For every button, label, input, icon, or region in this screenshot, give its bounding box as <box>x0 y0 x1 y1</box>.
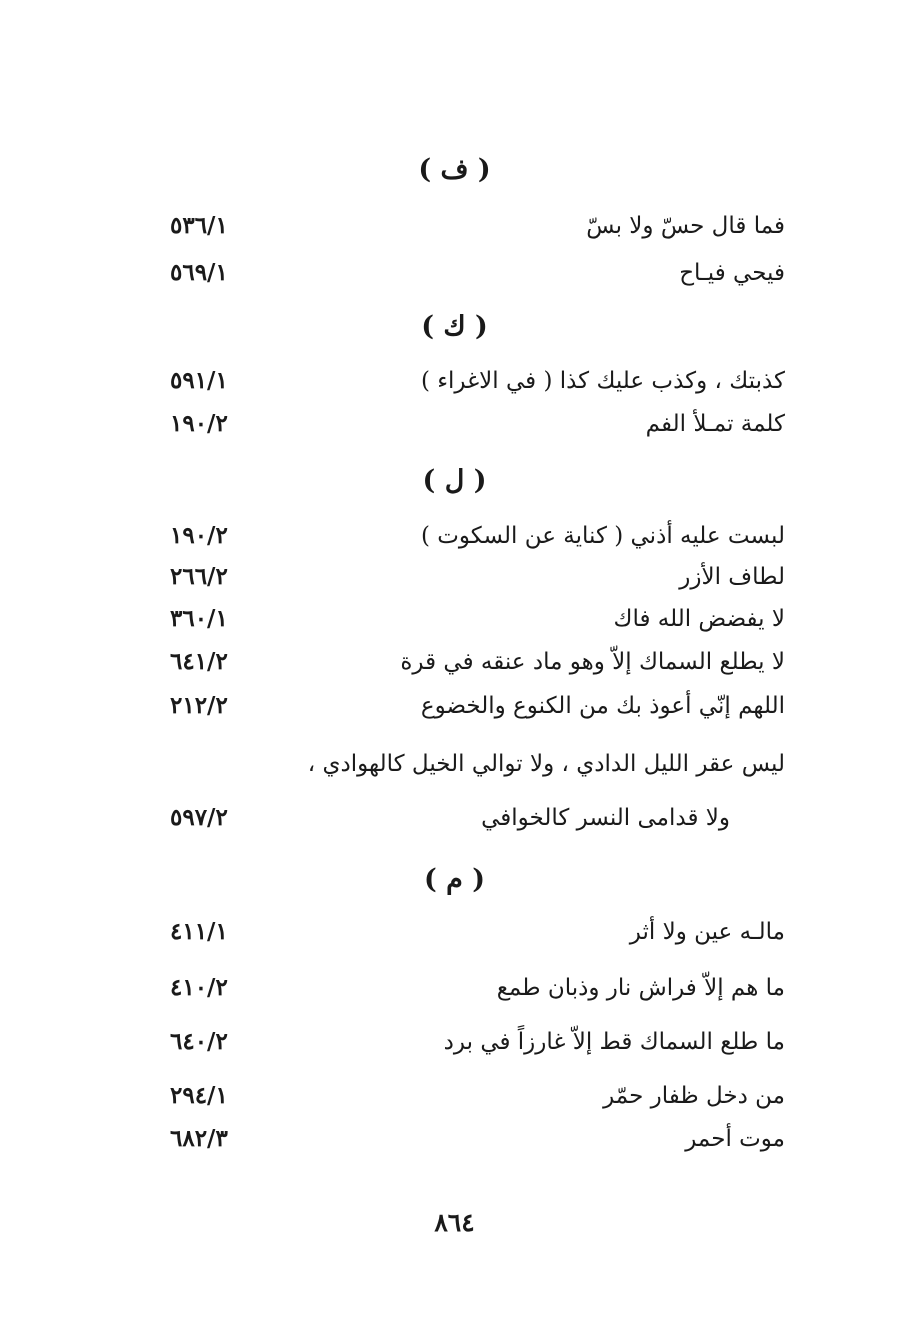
index-entry <box>170 516 785 556</box>
entry-reference: ٢٩٤/١ <box>170 1082 228 1109</box>
entry-reference: ٥٩١/١ <box>170 367 228 394</box>
entry-reference: ١٩٠/٢ <box>170 522 228 549</box>
entry-reference: ٢٦٦/٢ <box>170 563 228 590</box>
entry-text: كلمة تمـلأ الفم <box>645 411 785 437</box>
entry-reference: ٦٤١/٢ <box>170 648 228 675</box>
entry-text: موت أحمر <box>685 1126 785 1152</box>
verse-entry <box>170 798 785 838</box>
entry-reference: ٢١٢/٢ <box>170 692 228 719</box>
entry-text: ما هم إلاّ فراش نار وذبان طمع <box>496 975 785 1001</box>
index-entry <box>170 1076 785 1116</box>
entry-reference: ٥٣٦/١ <box>170 212 228 239</box>
index-entry <box>170 206 785 246</box>
index-entry <box>170 642 785 682</box>
entry-text: لا يفضض الله فاك <box>613 606 785 632</box>
entry-reference: ٦٤٠/٢ <box>170 1028 228 1055</box>
section-heading-kaf: ( ك ) <box>421 311 488 342</box>
section-heading-fa: ( ف ) <box>418 154 491 185</box>
entry-reference: ٥٦٩/١ <box>170 259 228 286</box>
entry-reference: ٤١٠/٢ <box>170 974 228 1001</box>
index-entry <box>170 1022 785 1062</box>
entry-reference: ٥٩٧/٢ <box>170 804 228 831</box>
entry-text: ما طلع السماك قط إلاّ غارزاً في برد <box>443 1029 785 1055</box>
entry-text: لطاف الأزر <box>679 564 785 590</box>
entry-text: من دخل ظفار حمّر <box>603 1083 785 1109</box>
section-heading-mim: ( م ) <box>423 864 486 895</box>
index-entry <box>170 968 785 1008</box>
verse-line-2: ولا قدامى النسر كالخوافي <box>481 805 730 831</box>
index-entry <box>170 599 785 639</box>
index-entry <box>170 253 785 293</box>
index-entry <box>170 686 785 726</box>
entry-reference: ٦٨٢/٣ <box>170 1125 228 1152</box>
entry-text: مالـه عين ولا أثر <box>629 919 785 945</box>
index-entry <box>170 557 785 597</box>
index-entry <box>170 404 785 444</box>
index-entry <box>170 912 785 952</box>
index-entry <box>170 1119 785 1159</box>
entry-text: فيحي فيـاح <box>679 260 785 286</box>
verse-line-1: ليس عقر الليل الدادي ، ولا توالي الخيل كالهوادي ، <box>307 751 785 777</box>
entry-reference: ١٩٠/٢ <box>170 410 228 437</box>
entry-text: اللهم إنّي أعوذ بك من الكنوع والخضوع <box>420 693 785 719</box>
entry-text: كذبتك ، وكذب عليك كذا ( في الاغراء ) <box>420 368 785 394</box>
entry-reference: ٤١١/١ <box>170 918 228 945</box>
index-entry <box>170 361 785 401</box>
section-heading-lam: ( ل ) <box>422 465 487 496</box>
entry-text: لا يطلع السماك إلاّ وهو ماد عنقه في قرة <box>400 649 785 675</box>
entry-text: فما قال حسّ ولا بسّ <box>586 213 785 239</box>
page-number: ٨٦٤ <box>434 1208 475 1237</box>
entry-text: لبست عليه أذني ( كناية عن السكوت ) <box>420 523 785 549</box>
entry-reference: ٣٦٠/١ <box>170 605 228 632</box>
